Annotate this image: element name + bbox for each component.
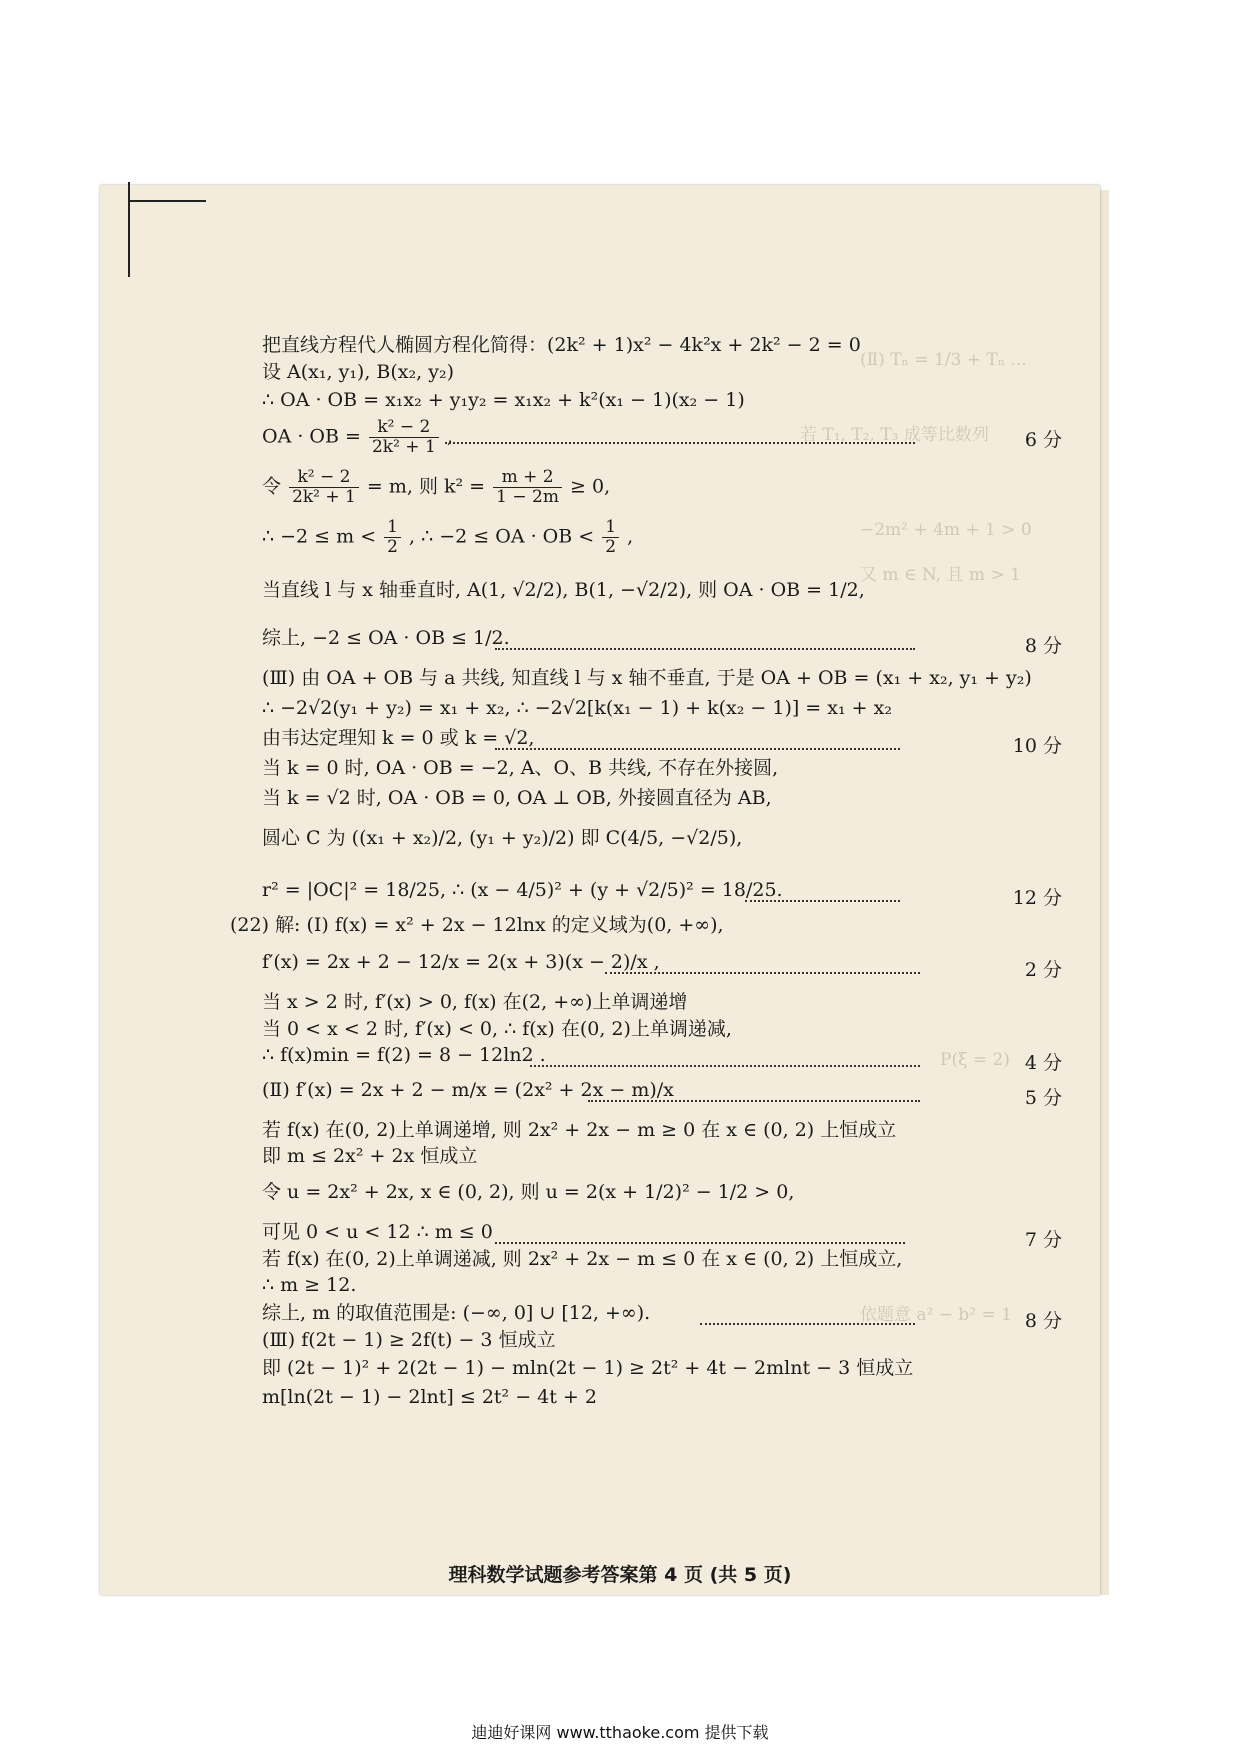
line-06-part-d: , ∴ −2 ≤ OA · OB < [409,525,595,548]
fraction-half [384,518,401,557]
line-19: 当 0 < x < 2 时, f′(x) < 0, ∴ f(x) 在(0, 2)上单调递减, [262,1018,732,1040]
line-13: 当 k = √2 时, OA · OB = 0, OA ⊥ OB, 外接圆直径为 AB, [262,787,772,809]
line-05 [262,468,610,507]
line-23: 即 m ≤ 2x² + 2x 恒成立 [262,1145,478,1167]
line-02: 设 A(x₁, y₁), B(x₂, y₂) [262,361,454,383]
line-18: 当 x > 2 时, f′(x) > 0, f(x) 在(2, +∞)上单调递增 [262,991,688,1013]
line-05-middle: = m, 则 k² = [366,475,486,498]
fraction-numerator: k² − 2 [369,418,439,438]
line-24: 令 u = 2x² + 2x, x ∈ (0, 2), 则 u = 2(x + 1/2)² − 1/2 > 0, [262,1181,795,1203]
leader-dots [495,1240,905,1244]
leader-dots [530,1063,920,1067]
line-28: 综上, m 的取值范围是: (−∞, 0] ∪ [12, +∞). [262,1302,651,1324]
score-5: 5 分 [1024,1087,1062,1109]
line-12: 当 k = 0 时, OA · OB = −2, A、O、B 共线, 不存在外接圆, [262,757,779,779]
score-12: 12 分 [1012,887,1062,909]
leader-dots [588,1098,920,1102]
line-05-trail: ≥ 0, [570,475,611,498]
fraction-numerator: k² − 2 [289,468,359,488]
fraction-k2 [369,418,439,457]
line-04-lead: OA · OB = [262,425,361,448]
line-06-part-g: , [627,525,634,548]
leader-dots [445,440,915,444]
line-10: ∴ −2√2(y₁ + y₂) = x₁ + x₂, ∴ −2√2[k(x₁ − 1) + k(x₂ − 1)] = x₁ + x₂ [262,697,892,719]
score-7: 7 分 [1024,1229,1062,1251]
line-14: 圆心 C 为 ((x₁ + x₂)/2, (y₁ + y₂)/2) 即 C(4/5, −√2/5), [262,827,743,849]
line-07: 当直线 l 与 x 轴垂直时, A(1, √2/2), B(1, −√2/2), 则 OA · OB = 1/2, [262,579,865,601]
line-06-part-a: ∴ −2 ≤ m < [262,525,377,548]
leader-dots [495,746,900,750]
fraction-k2-m [493,468,562,507]
leader-dots [700,1321,915,1325]
score-10: 10 分 [1012,735,1062,757]
line-16: (22) 解: (Ⅰ) f(x) = x² + 2x − 12lnx 的定义域为(0, +∞), [230,914,724,936]
download-credit: 迪迪好课网 www.tthaoke.com 提供下载 [471,1723,769,1742]
fraction-half [602,518,619,557]
score-8: 8 分 [1024,635,1062,657]
line-30: 即 (2t − 1)² + 2(2t − 1) − mln(2t − 1) ≥ 2t² + 4t − 2mlnt − 3 恒成立 [262,1357,914,1379]
score-2: 2 分 [1024,959,1062,981]
score-8b: 8 分 [1024,1310,1062,1332]
line-11: 由韦达定理知 k = 0 或 k = √2, [262,727,535,749]
line-21: (Ⅱ) f′(x) = 2x + 2 − m/x = (2x² + 2x − m)/x [262,1079,674,1101]
fraction-m [289,468,359,507]
line-25: 可见 0 < u < 12 ∴ m ≤ 0 [262,1221,493,1243]
leader-dots [495,646,915,650]
fraction-denominator: 2k² + 1 [371,437,436,457]
leader-dots [745,898,900,902]
line-22: 若 f(x) 在(0, 2)上单调递增, 则 2x² + 2x − m ≥ 0 在 x ∈ (0, 2) 上恒成立 [262,1119,897,1141]
fraction-denominator: 2k² + 1 [292,487,356,507]
line-29: (Ⅲ) f(2t − 1) ≥ 2f(t) − 3 恒成立 [262,1329,556,1351]
fraction-numerator: 1 [384,518,401,538]
line-31: m[ln(2t − 1) − 2lnt] ≤ 2t² − 4t + 2 [262,1386,597,1408]
line-05-lead: 令 [262,475,282,498]
page-footer: 理科数学试题参考答案第 4 页 (共 5 页) [448,1564,792,1586]
line-15: r² = |OC|² = 18/25, ∴ (x − 4/5)² + (y + √2/5)² = 18/25. [262,879,783,901]
score-4: 4 分 [1024,1052,1062,1074]
line-08: 综上, −2 ≤ OA · OB ≤ 1/2. [262,627,510,649]
fraction-denominator: 2 [605,537,617,557]
line-04 [262,418,453,457]
fraction-numerator: 1 [602,518,619,538]
line-04-trail: , [446,425,453,448]
line-26: 若 f(x) 在(0, 2)上单调递减, 则 2x² + 2x − m ≤ 0 在 x ∈ (0, 2) 上恒成立, [262,1248,903,1270]
line-27: ∴ m ≥ 12. [262,1274,357,1296]
line-09: (Ⅲ) 由 OA + OB 与 a 共线, 知直线 l 与 x 轴不垂直, 于是 OA + OB = (x₁ + x₂, y₁ + y₂) [262,667,1032,689]
line-17: f′(x) = 2x + 2 − 12/x = 2(x + 3)(x − 2)/x , [262,951,660,973]
line-20: ∴ f(x)min = f(2) = 8 − 12ln2 . [262,1044,546,1066]
fraction-numerator: m + 2 [493,468,562,488]
leader-dots [605,970,920,974]
fraction-denominator: 2 [387,537,398,557]
line-03: ∴ OA · OB = x₁x₂ + y₁y₂ = x₁x₂ + k²(x₁ − 1)(x₂ − 1) [262,389,745,411]
line-01: 把直线方程代人椭圆方程化简得：(2k² + 1)x² − 4k²x + 2k² − 2 = 0 [262,334,861,356]
score-6: 6 分 [1024,429,1062,451]
line-06 [262,518,633,557]
fraction-denominator: 1 − 2m [496,487,559,507]
